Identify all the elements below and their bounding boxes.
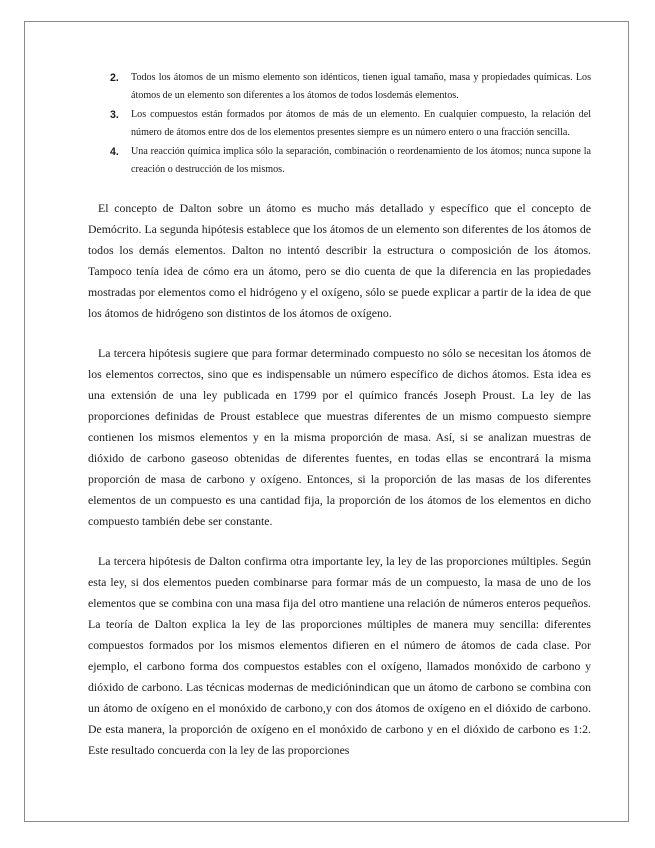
list-item-number: 3. — [110, 108, 119, 121]
paragraph-dalton-concept: El concepto de Dalton sobre un átomo es mucho más detallado y específico que el concepto de Demócrito. La segunda hipótesis establece que los átomos de un elemento son diferentes de los átomos de todos los demás elementos. Dalton no intentó describir la estructura o composición de los átomos. Tampoco tenía idea de cómo era un átomo, pero se dio cuenta de que la diferencia en las propiedades mostradas por elementos como el hidrógeno y el oxígeno, sólo se puede explicar a partir de la idea de que los átomos de hidrógeno son distintos de los átomos de oxígeno. — [88, 201, 591, 321]
list-item — [88, 106, 591, 142]
paragraph-third-hypothesis: La tercera hipótesis sugiere que para formar determinado compuesto no sólo se necesitan los átomos de los elementos correctos, sino que es indispensable un número específico de dichos átomos. Esta idea es una extensión de una ley publicada en 1799 por el químico francés Joseph Proust. La ley de las proporciones definidas de Proust establece que muestras diferentes de un mismo compuesto siempre contienen los mismos elementos y en la misma proporción de masa. Así, si se analizan muestras de dióxido de carbono gaseoso obtenidas de diferentes fuentes, en todas ellas se encontrará la misma proporción de masa de carbono y oxígeno. Entonces, si la proporción de las masas de los diferentes elementos de un compuesto es una cantidad fija, la proporción de los átomos de los elementos en dicho compuesto también debe ser constante. — [88, 346, 591, 529]
list-item-text: Los compuestos están formados por átomos de más de un elemento. En cualquier compuesto, la relación del número de átomos entre dos de los elementos presentes siempre es un número entero o una fracción sencilla. — [131, 108, 591, 139]
page-content — [88, 69, 591, 761]
paragraph-multiple-proportions: La tercera hipótesis de Dalton confirma otra importante ley, la ley de las proporciones múltiples. Según esta ley, si dos elementos pueden combinarse para formar más de un compuesto, la masa de uno de los elementos que se combina con una masa fija del otro mantiene una relación de números enteros pequeños. La teoría de Dalton explica la ley de las proporciones múltiples de manera muy sencilla: diferentes compuestos formados por los mismos elementos difieren en el número de átomos de cada clase. Por ejemplo, el carbono forma dos compuestos estables con el oxígeno, llamados monóxido de carbono y dióxido de carbono. Las técnicas modernas de mediciónindican que un átomo de carbono se combina con un átomo de oxígeno en el monóxido de carbono,y con dos átomos de oxígeno en el dióxido de carbono. De esta manera, la proporción de oxígeno en el monóxido de carbono y en el dióxido de carbono es 1:2. Este resultado concuerda con la ley de las proporciones — [88, 554, 591, 758]
hypotheses-list — [88, 69, 591, 179]
list-item — [88, 69, 591, 105]
document-page — [24, 21, 629, 822]
list-item-text: Una reacción química implica sólo la separación, combinación o reordenamiento de los átomos; nunca supone la creación o destrucción de los mismos. — [131, 145, 591, 176]
list-item — [88, 143, 591, 179]
list-item-text: Todos los átomos de un mismo elemento son idénticos, tienen igual tamaño, masa y propiedades químicas. Los átomos de un elemento son diferentes a los átomos de todos losdemás elementos. — [131, 72, 591, 102]
list-item-number: 4. — [110, 145, 119, 158]
list-item-number: 2. — [110, 72, 119, 84]
